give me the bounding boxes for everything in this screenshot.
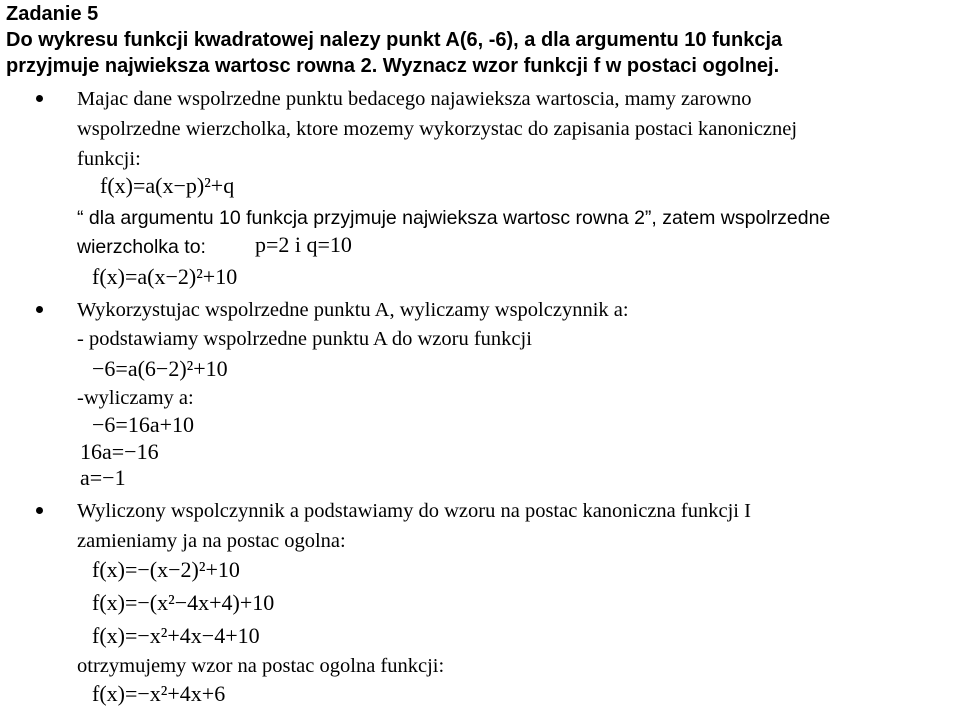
task-title: Zadanie 5 [6, 3, 99, 25]
step-1-line-3: funkcji: [77, 148, 141, 170]
formula-f1: f(x)=−(x−2)²+10 [92, 557, 240, 582]
step-3-line-2: zamieniamy ja na postac ogolna: [77, 530, 346, 552]
formula-canonical: f(x)=a(x−p)²+q [100, 173, 235, 198]
step-2-line-2: - podstawiamy wspolrzedne punktu A do wzoru funkcji [77, 328, 532, 350]
formula-f3: f(x)=−x²+4x−4+10 [92, 623, 260, 648]
result-label: otrzymujemy wzor na postac ogolna funkcji: [77, 655, 445, 677]
step-1-quote-line: “ dla argumentu 10 funkcja przyjmuje najwieksza wartosc rowna 2”, zatem wspolrzedne [77, 207, 831, 229]
formula-substitution: −6=a(6−2)²+10 [92, 356, 228, 381]
step-3-line-1: Wyliczony wspolczynnik a podstawiamy do wzoru na postac kanoniczna funkcji I [77, 500, 751, 522]
equation-2: 16a=−16 [80, 439, 159, 464]
vertex-label: wierzcholka to: [77, 236, 206, 258]
formula-result: f(x)=−x²+4x+6 [92, 681, 226, 706]
step-1-line-2: wspolrzedne wierzcholka, ktore mozemy wykorzystac do zapisania postaci kanonicznej [77, 118, 798, 140]
bullet-step-1 [36, 95, 43, 102]
equation-3: a=−1 [80, 465, 126, 490]
formula-f2: f(x)=−(x²−4x+4)+10 [92, 590, 275, 615]
step-2-line-1: Wykorzystujac wspolrzedne punktu A, wyliczamy wspolczynnik a: [77, 299, 629, 321]
bullet-step-2 [36, 306, 43, 313]
task-text-line-1: Do wykresu funkcji kwadratowej nalezy punkt A(6, -6), a dla argumentu 10 funkcja [6, 29, 783, 51]
task-text-line-2: przyjmuje najwieksza wartosc rowna 2. Wyznacz wzor funkcji f w postaci ogolnej. [6, 55, 780, 77]
bullet-step-3 [36, 507, 43, 514]
equation-1: −6=16a+10 [92, 412, 194, 437]
formula-vertex: f(x)=a(x−2)²+10 [92, 264, 238, 289]
step-2-line-3: -wyliczamy a: [77, 387, 194, 409]
vertex-values: p=2 i q=10 [255, 232, 352, 257]
step-1-line-1: Majac dane wspolrzedne punktu bedacego najawieksza wartoscia, mamy zarowno [77, 88, 752, 110]
